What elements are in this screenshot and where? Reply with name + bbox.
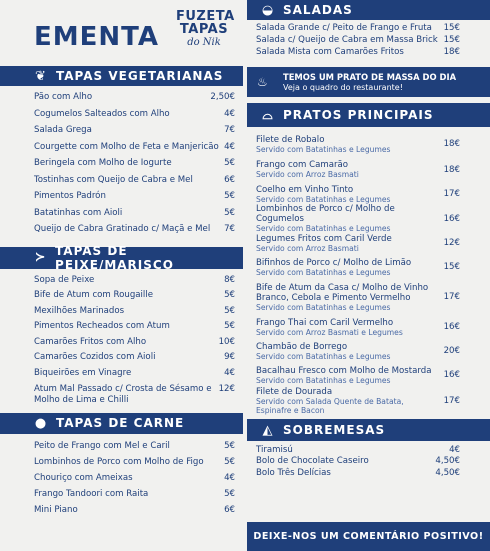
comment-banner: DEIXE-NOS UM COMENTÁRIO POSITIVO! [247, 522, 490, 551]
menu-item-price: 12€ [218, 383, 235, 394]
menu-item-name: Salada Grande c/ Peito de Frango e Fruta [256, 23, 432, 33]
menu-item [34, 489, 235, 505]
main-dish [256, 231, 460, 255]
menu-item-name: Pão com Alho [34, 92, 93, 102]
menu-item [34, 208, 235, 225]
main-dish-text [256, 234, 398, 253]
menu-item [256, 467, 460, 479]
main-dish-description: Servido com Batatinhas e Legumes [256, 351, 391, 361]
main-dish [256, 206, 460, 231]
main-dish-description: Servido com Batatinhas e Legumes [256, 224, 391, 233]
menu-item-name: Salada Mista com Camarões Fritos [256, 47, 404, 57]
main-dish-price: 16€ [443, 370, 460, 380]
menu-item-price: 4,50€ [435, 467, 460, 478]
main-dish-price: 18€ [443, 164, 460, 175]
main-dish [256, 363, 460, 387]
menu-item-name: Biqueirões em Vinagre [34, 368, 132, 379]
main-dish-name: Legumes Fritos com Caril Verde [256, 233, 392, 244]
menu-item-name: Bolo Três Delícias [256, 467, 331, 478]
menu-item-name: Camarões Cozidos com Aioli [34, 352, 156, 363]
menu-item-price: 5€ [224, 456, 235, 467]
main-dish-text [256, 160, 365, 179]
menu-item [256, 456, 460, 468]
menu-item-name: Cogumelos Salteados com Alho [34, 108, 170, 119]
main-dish-description: Servido com Batatinhas e Legumes [256, 194, 391, 204]
main-dish-text [256, 283, 444, 312]
pasta-banner-title: TEMOS UM PRATO DE MASSA DO DIA [283, 71, 457, 82]
menu-item-price: 5€ [224, 207, 235, 218]
main-dish-price: 12€ [443, 238, 460, 248]
menu-item-price: 4€ [224, 473, 235, 484]
menu-item-name: Bolo de Chocolate Caseiro [256, 456, 369, 467]
menu-item-price: 5€ [224, 290, 235, 301]
main-dish-name: Bifinhos de Porco c/ Molho de Limão [256, 257, 412, 268]
main-dish-price: 17€ [443, 396, 460, 406]
menu-item [34, 441, 235, 457]
restaurant-logo [176, 9, 235, 49]
menu-item-name: Mini Piano [34, 505, 78, 516]
menu-item [34, 473, 235, 489]
main-dish [256, 182, 460, 206]
pasta-banner-subtitle: Veja o quadro do restaurante! [283, 82, 403, 92]
menu-item [34, 384, 235, 406]
menu-item-name: Lombinhos de Porco com Molho de Figo [34, 456, 204, 467]
carne-list [0, 434, 245, 522]
menu-item-name: Queijo de Cabra Gratinado c/ Maçã e Mel [34, 224, 211, 234]
main-dish [256, 255, 460, 279]
menu-item-price: 10€ [218, 336, 235, 347]
section-header-carne [0, 413, 243, 434]
main-dish-description: Servido com Batatinhas e Legumes [256, 267, 391, 277]
menu-item [256, 34, 460, 46]
section-title: TAPAS VEGETARIANAS [56, 69, 224, 83]
pasta-plate-icon: ♨ [257, 75, 268, 89]
menu-item-price: 5€ [224, 305, 235, 316]
menu-item-name: Batatinhas com Aioli [34, 207, 123, 218]
menu-item [34, 352, 235, 368]
menu-item-name: Chouriço com Ameixas [34, 473, 133, 484]
menu-item-name: Salada Grega [34, 125, 92, 135]
cloche-icon: ⌓ [262, 107, 274, 123]
menu-item-price: 4€ [224, 141, 235, 152]
cake-slice-icon: ◭ [262, 422, 274, 438]
main-dish-price: 16€ [443, 213, 460, 224]
menu-item-price: 5€ [224, 158, 235, 168]
logo-line-3: do Nik [187, 37, 221, 48]
menu-item-price: 4€ [224, 108, 235, 119]
main-dish-price: 15€ [443, 262, 460, 272]
menu-item-price: 4€ [449, 444, 460, 455]
salad-bowl-icon: ◒ [261, 2, 275, 18]
main-dish-description: Servido com Arroz Basmati e Legumes [256, 327, 403, 337]
main-dish [256, 157, 460, 182]
menu-item [256, 22, 460, 34]
menu-item-price: 5€ [224, 489, 235, 500]
main-dish-text [256, 342, 396, 361]
main-dish-description: Servido com Batatinhas e Legumes [256, 375, 391, 385]
menu-item-price: 8€ [224, 274, 235, 285]
main-dish-price: 16€ [443, 322, 460, 332]
menu-item-price: 2,50€ [210, 92, 235, 102]
main-dish [256, 339, 460, 363]
menu-item [34, 505, 235, 521]
main-dish-description: Servido com Salada Quente de Batata, Espinafre e Bacon [256, 397, 404, 415]
menu-item-name: Mexilhões Marinados [34, 305, 125, 316]
menu-item [256, 444, 460, 456]
menu-item-name: Bife de Atum com Rougaille [34, 290, 153, 301]
menu-item-name: Camarões Fritos com Alho [34, 336, 147, 347]
section-header-peixe [0, 243, 243, 272]
logo-line-2: TAPAS [179, 22, 229, 37]
menu-item [34, 224, 235, 241]
menu-item-name: Atum Mal Passado c/ Crosta de Sésamo e Molho de Lima e Chilli [34, 383, 212, 405]
menu-item [34, 191, 235, 208]
menu-item-price: 15€ [443, 23, 460, 33]
section-title: TAPAS DE PEIXE/MARISCO [55, 243, 174, 272]
menu-item [34, 368, 235, 384]
main-dish-description: Servido com Arroz Basmati [256, 170, 359, 179]
menu-item [34, 158, 235, 175]
menu-item-name: Tiramisú [256, 444, 293, 455]
main-dish-text [256, 366, 438, 385]
main-dish-text [256, 318, 409, 337]
main-dish-text [256, 185, 396, 204]
menu-item [256, 46, 460, 58]
menu-item [34, 142, 235, 159]
main-dish-text [256, 258, 417, 277]
menu-item [34, 321, 235, 337]
menu-item-name: Salada c/ Queijo de Cabra em Massa Brick [256, 35, 438, 45]
section-header-pratos [247, 103, 490, 127]
menu-item-price: 9€ [224, 352, 235, 363]
main-dish-price: 17€ [443, 189, 460, 199]
main-dish-text [256, 204, 444, 233]
main-dish [256, 387, 460, 415]
menu-item-price: 5€ [224, 191, 235, 201]
section-title: PRATOS PRINCIPAIS [283, 108, 434, 122]
main-dish-name: Filete de Robalo [256, 134, 325, 145]
menu-item-name: Pimentos Recheados com Atum [34, 321, 170, 332]
main-dish-name: Filete de Dourada [256, 387, 333, 397]
menu-item-name: Beringela com Molho de Iogurte [34, 158, 172, 168]
main-dish [256, 279, 460, 315]
main-dish-text [256, 135, 396, 154]
right-column [245, 0, 490, 542]
section-title: TAPAS DE CARNE [56, 416, 185, 431]
left-column [0, 0, 245, 522]
menu-item [34, 306, 235, 322]
menu-item [34, 275, 235, 291]
menu-item-price: 18€ [443, 47, 460, 57]
menu-item-price: 7€ [224, 224, 235, 234]
menu-item-name: Sopa de Peixe [34, 274, 95, 285]
leaf-icon: ❦ [35, 68, 47, 84]
menu-item-name: Peito de Frango com Mel e Caril [34, 440, 170, 451]
section-header-vegetarianas [0, 66, 243, 86]
main-dish-price: 20€ [443, 346, 460, 356]
logo-line-1: FUZETA [176, 9, 235, 24]
section-title: SALADAS [283, 3, 353, 17]
main-dish [256, 315, 460, 339]
main-dish-name: Frango com Camarão [256, 160, 349, 170]
main-dish-price: 18€ [443, 139, 460, 149]
main-dish-description: Servido com Batatinhas e Legumes [256, 144, 391, 154]
menu-item [34, 175, 235, 192]
menu-item-price: 7€ [224, 125, 235, 135]
main-dish [256, 131, 460, 157]
menu-item-name: Courgette com Molho de Feta e Manjericão [34, 141, 219, 152]
menu-item [34, 109, 235, 126]
main-dish-name: Frango Thai com Caril Vermelho [256, 317, 394, 328]
menu-item [34, 457, 235, 473]
section-header-saladas [247, 0, 490, 20]
peixe-list [0, 269, 245, 406]
menu-item-price: 6€ [224, 174, 235, 185]
menu-item-price: 5€ [224, 440, 235, 451]
menu-item [34, 337, 235, 353]
main-dish-name: Bacalhau Fresco com Molho de Mostarda [256, 365, 432, 376]
pratos-list [245, 127, 490, 415]
main-dish-name: Bife de Atum da Casa c/ Molho de Vinho Branco, Cebola e Pimento Vermelho [256, 282, 429, 303]
page-title: EMENTA [34, 22, 159, 52]
main-dish-price: 17€ [443, 292, 460, 302]
section-header-sobremesas [247, 419, 490, 441]
main-dish-name: Chambão de Borrego [256, 341, 348, 352]
section-title: SOBREMESAS [283, 423, 386, 437]
vegetarianas-list [0, 86, 245, 241]
main-dish-text [256, 387, 444, 415]
main-dish-description: Servido com Arroz Basmati [256, 243, 359, 253]
fish-icon: ≻ [34, 250, 47, 265]
menu-item-name: Pimentos Padrón [34, 191, 106, 201]
chicken-leg-icon: ● [34, 415, 48, 431]
menu-item-name: Tostinhas com Queijo de Cabra e Mel [34, 174, 193, 185]
menu-item-price: 4€ [224, 368, 235, 379]
main-dish-name: Lombinhos de Porco c/ Molho de Cogumelos [256, 204, 395, 224]
main-dish-description: Servido com Batatinhas e Legumes [256, 302, 391, 312]
menu-item-price: 6€ [224, 505, 235, 516]
pasta-banner [247, 67, 490, 97]
sobremesas-list [245, 441, 490, 479]
menu-item [34, 290, 235, 306]
menu-item-name: Frango Tandoori com Raita [34, 489, 149, 500]
main-dish-name: Coelho em Vinho Tinto [256, 184, 354, 195]
menu-item [34, 125, 235, 142]
menu-item-price: 4,50€ [435, 456, 460, 467]
saladas-list [245, 20, 490, 58]
menu-item-price: 15€ [443, 35, 460, 45]
menu-item-price: 5€ [224, 321, 235, 332]
menu-item [34, 92, 235, 109]
header [0, 0, 245, 66]
